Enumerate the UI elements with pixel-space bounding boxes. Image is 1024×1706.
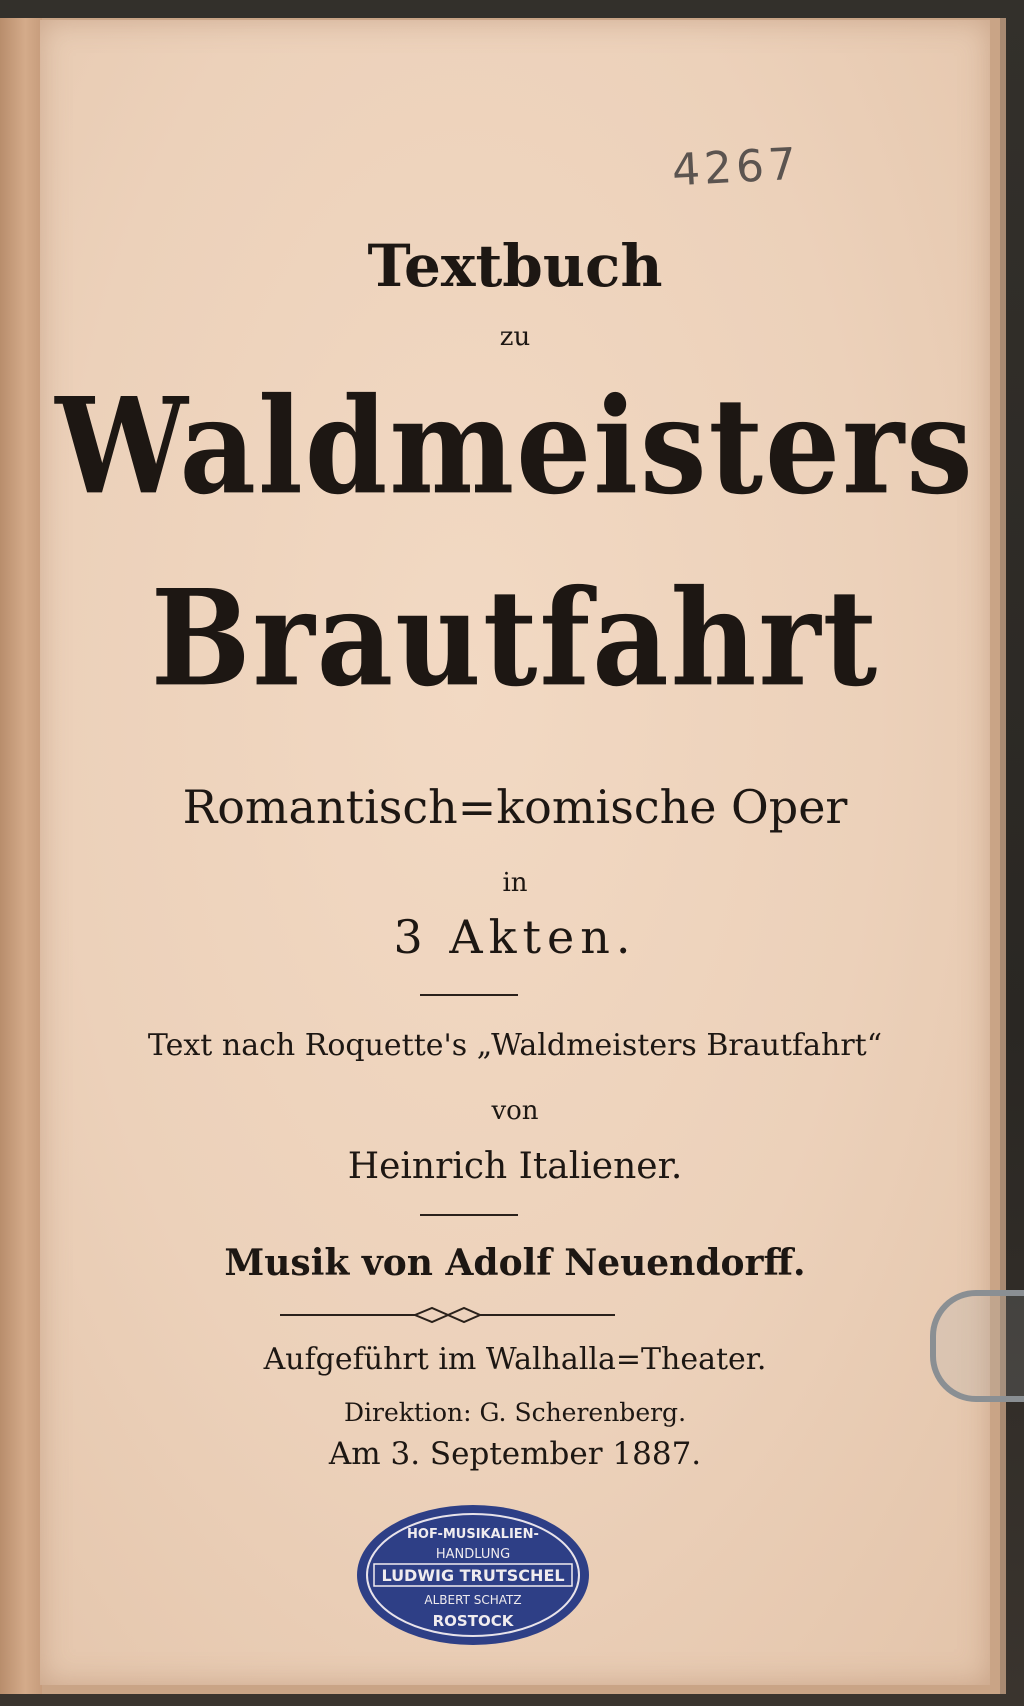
main-title-line-1: Waldmeisters bbox=[55, 368, 975, 524]
author-name: Heinrich Italiener. bbox=[347, 1146, 683, 1187]
stamp-line-3: LUDWIG TRUTSCHEL bbox=[381, 1566, 565, 1585]
stamp-line-4: ALBERT SCHATZ bbox=[424, 1593, 522, 1607]
publisher-stamp bbox=[354, 1502, 592, 1648]
divider-rule-2 bbox=[420, 1214, 518, 1216]
performance-venue: Aufgeführt im Walhalla=Theater. bbox=[263, 1342, 767, 1377]
acts-count: 3 Akten. bbox=[393, 910, 637, 964]
stamp-line-5: ROSTOCK bbox=[432, 1612, 514, 1630]
divider-rule-1 bbox=[420, 994, 518, 996]
credit-von: von bbox=[491, 1096, 539, 1126]
ornamental-divider bbox=[0, 1300, 1024, 1330]
heading-textbuch: Textbuch bbox=[367, 232, 663, 300]
handwritten-shelf-number: 4267 bbox=[670, 138, 802, 197]
subtitle-in: in bbox=[502, 868, 528, 898]
performance-direction: Direktion: G. Scherenberg. bbox=[343, 1398, 687, 1427]
performance-date: Am 3. September 1887. bbox=[328, 1436, 702, 1472]
stamp-line-2: HANDLUNG bbox=[435, 1547, 511, 1562]
subtitle: Romantisch=komische Oper bbox=[182, 780, 848, 834]
main-title-line-2: Brautfahrt bbox=[150, 560, 880, 716]
heading-zu: zu bbox=[499, 322, 531, 352]
music-credit: Musik von Adolf Neuendorff. bbox=[224, 1242, 806, 1284]
stamp-line-1: HOF-MUSIKALIEN- bbox=[407, 1527, 539, 1542]
text-credit: Text nach Roquette's „Waldmeisters Brautfahrt“ bbox=[147, 1028, 883, 1063]
book-spine bbox=[0, 18, 42, 1694]
